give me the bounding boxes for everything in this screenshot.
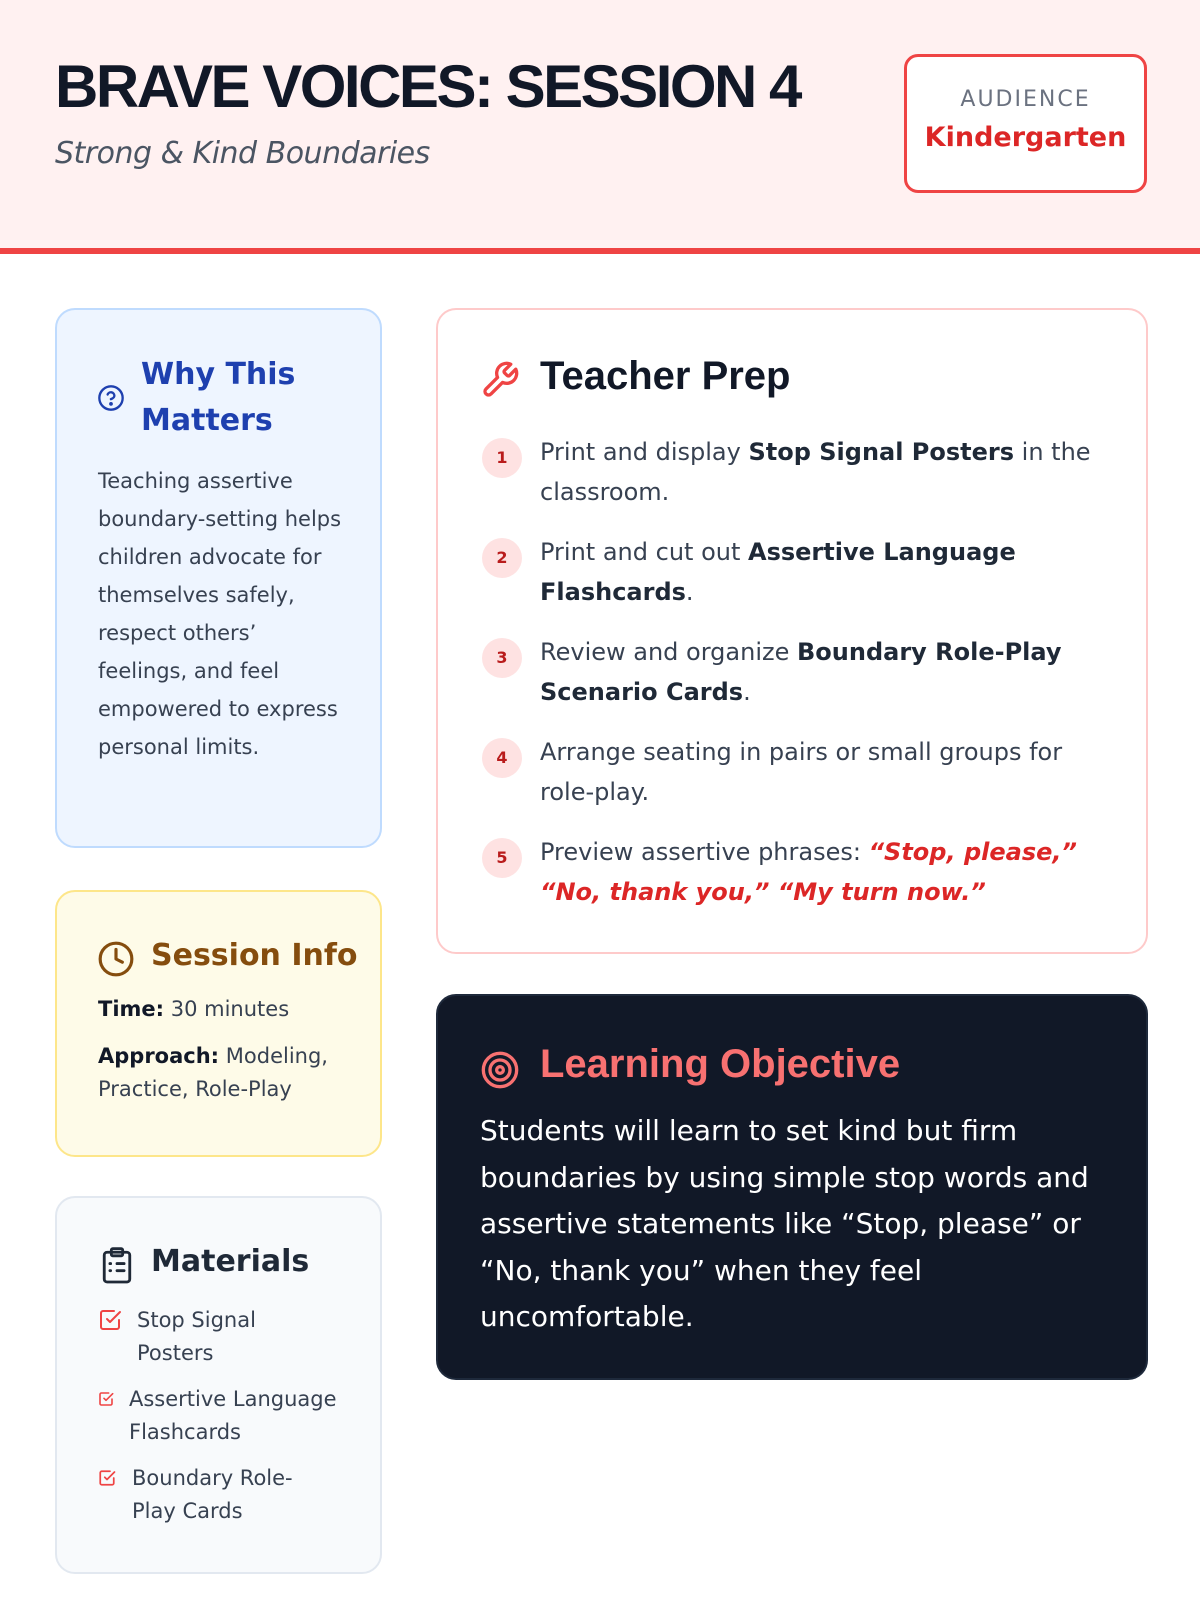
target-icon (480, 1050, 520, 1090)
step-text: Review and organize Boundary Role-Play Scenario Cards. (540, 638, 1062, 706)
time-label: Time: (98, 997, 165, 1021)
clipboard-icon (100, 1246, 134, 1284)
materials-title: Materials (151, 1244, 310, 1279)
materials-card (55, 1196, 382, 1574)
step-number: 5 (482, 838, 522, 878)
objective-text: Students will learn to set kind but firm boundaries by using simple stop words and assertive statements like “Stop, please” or “No, thank you” when they feel uncomfortable. (480, 1114, 1089, 1333)
checkbox-icon (98, 1308, 122, 1332)
objective-title: Learning Objective (540, 1042, 901, 1086)
material-item (98, 1383, 348, 1449)
material-item (98, 1462, 338, 1528)
approach-label: Approach: (98, 1044, 220, 1068)
why-text: Teaching assertive boundary-setting helps children advocate for themselves safely, respect others’ feelings, and feel empowered to express personal limits. (98, 469, 342, 759)
teacher-prep-title: Teacher Prep (540, 354, 791, 398)
learning-objective-card (436, 994, 1148, 1380)
checkbox-icon (98, 1391, 114, 1407)
assertive-phrases: “Stop, please,” “No, thank you,” “My turn now.” (540, 838, 1077, 906)
time-value: 30 minutes (170, 997, 290, 1021)
material-label: Boundary Role-Play Cards (132, 1466, 293, 1523)
step-text: Preview assertive phrases: “Stop, please,” “No, thank you,” “My turn now.” (540, 838, 1077, 906)
session-info-card (55, 890, 382, 1157)
page-header (0, 0, 1200, 254)
audience-badge (904, 54, 1147, 193)
session-approach (98, 1040, 358, 1106)
page-title: BRAVE VOICES: SESSION 4 (55, 53, 800, 120)
step-number: 3 (482, 638, 522, 678)
session-info-title: Session Info (151, 938, 358, 973)
session-time (98, 993, 358, 1026)
step-text: Print and cut out Assertive Language Flashcards. (540, 538, 1016, 606)
teacher-prep-card (436, 308, 1148, 954)
clock-icon (97, 940, 135, 978)
page-subtitle: Strong & Kind Boundaries (55, 136, 430, 171)
step-text: Print and display Stop Signal Posters in the classroom. (540, 438, 1091, 506)
audience-label: AUDIENCE (960, 87, 1091, 112)
step-number: 1 (482, 438, 522, 478)
step-text: Arrange seating in pairs or small groups for role-play. (540, 738, 1063, 806)
material-item (98, 1304, 338, 1370)
checkbox-icon (98, 1469, 116, 1487)
audience-value: Kindergarten (924, 122, 1127, 153)
wrench-icon (480, 360, 520, 400)
approach-value: Modeling, Practice, Role-Play (98, 1044, 328, 1101)
step-number: 4 (482, 738, 522, 778)
question-circle-icon (97, 384, 125, 412)
why-this-matters-card (55, 308, 382, 848)
step-number: 2 (482, 538, 522, 578)
why-title: Why This Matters (141, 357, 296, 438)
material-label: Assertive Language Flashcards (129, 1387, 337, 1444)
material-label: Stop Signal Posters (137, 1308, 256, 1365)
